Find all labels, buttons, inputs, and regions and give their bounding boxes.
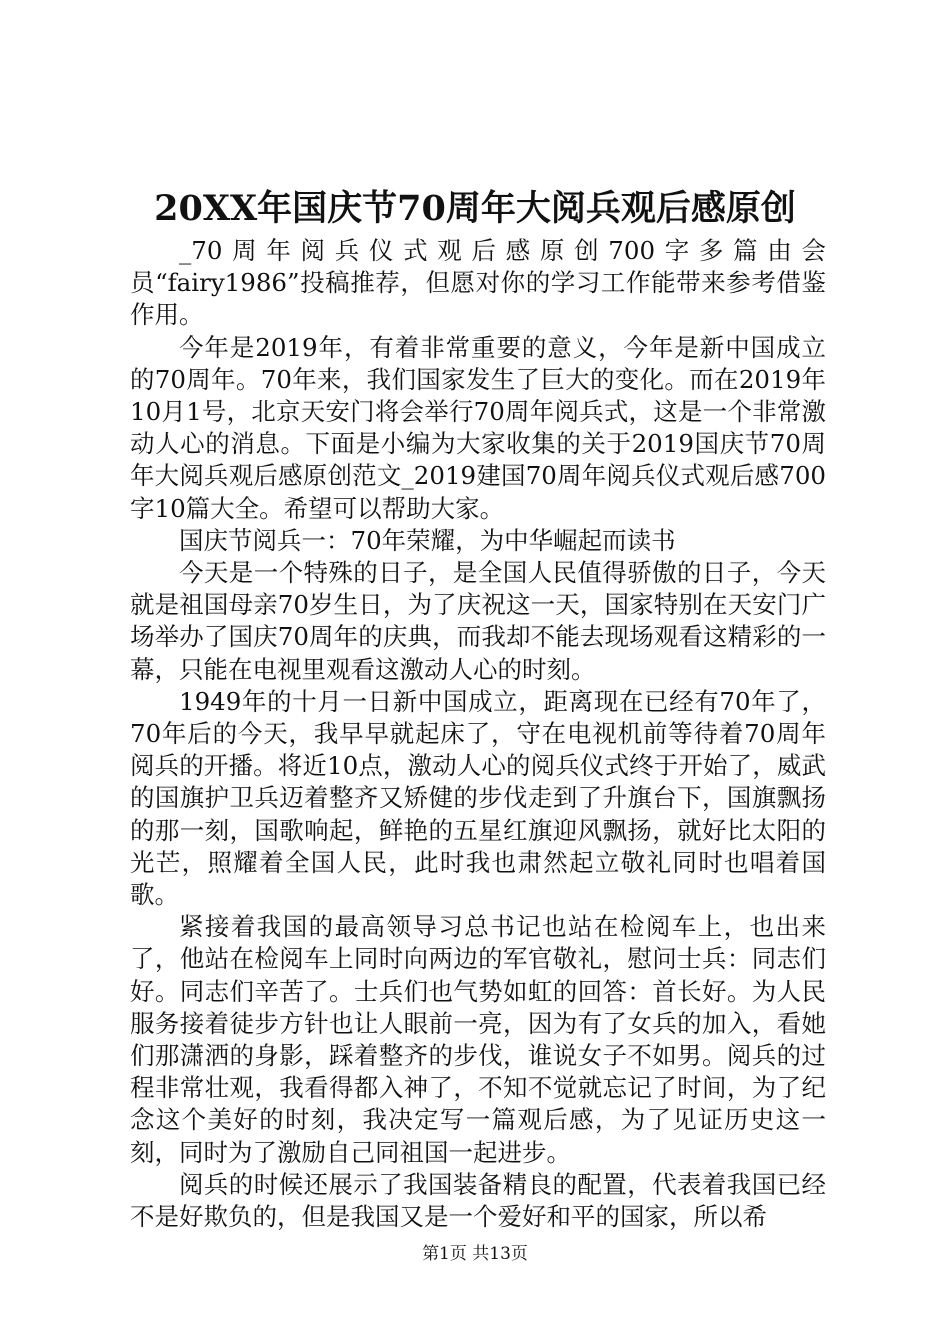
body-paragraph: 紧接着我国的最高领导习总书记也站在检阅车上，也出来了，他站在检阅车上同时向两边的军官敬礼，慰问士兵：同志们好。同志们辛苦了。士兵们也气势如虹的回答：首长好。为人民服务接着徒步方针也让人眼前一亮，因为有了女兵的加入，看她们那潇洒的身影，踩着整齐的步伐，谁说女子不如男。阅兵的过程非常壮观，我看得都入神了，不知不觉就忘记了时间，为了纪念这个美好的时刻，我决定写一篇观后感，为了见证历史这一刻，同时为了激励自己同祖国一起进步。 xyxy=(130,912,826,1167)
body-paragraph: 1949年的十月一日新中国成立，距离现在已经有70年了，70年后的今天，我早早就起床了，守在电视机前等待着70周年阅兵的开播。将近10点，激动人心的阅兵仪式终于开始了，威武的国旗护卫兵迈着整齐又矫健的步伐走到了升旗台下，国旗飘扬的那一刻，国歌响起，鲜艳的五星红旗迎风飘扬，就好比太阳的光芒，照耀着全国人民，此时我也肃然起立敬礼同时也唱着国歌。 xyxy=(130,686,826,910)
body-paragraph: 今年是2019年，有着非常重要的意义，今年是新中国成立的70周年。70年来，我们国家发生了巨大的变化。而在2019年10月1号，北京天安门将会举行70周年阅兵式，这是一个非常激动人心的消息。下面是小编为大家收集的关于2019国庆节70周年大阅兵观后感原创范文_2019建国70周年阅兵仪式观后感700字10篇大全。希望可以帮助大家。 xyxy=(130,332,826,523)
body-paragraph: 今天是一个特殊的日子，是全国人民值得骄傲的日子，今天就是祖国母亲70岁生日，为了庆祝这一天，国家特别在天安门广场举办了国庆70周年的庆典，而我却不能去现场观看这精彩的一幕，只能在电视里观看这激动人心的时刻。 xyxy=(130,558,826,684)
body-paragraph: 阅兵的时候还展示了我国装备精良的配置，代表着我国已经不是好欺负的，但是我国又是一个爱好和平的国家，所以希 xyxy=(130,1169,826,1232)
section-heading: 国庆节阅兵一：70年荣耀，为中华崛起而读书 xyxy=(179,525,676,555)
intro-paragraph: _70周年阅兵仪式观后感原创700字多篇由会员“fairy1986”投稿推荐，但愿对你的学习工作能带来参考借鉴作用。 xyxy=(130,236,826,330)
page-footer: 第1页 共13页 xyxy=(422,1244,528,1264)
document-title: 20XX年国庆节70周年大阅兵观后感原创 xyxy=(154,188,796,229)
document-body xyxy=(130,235,826,1233)
